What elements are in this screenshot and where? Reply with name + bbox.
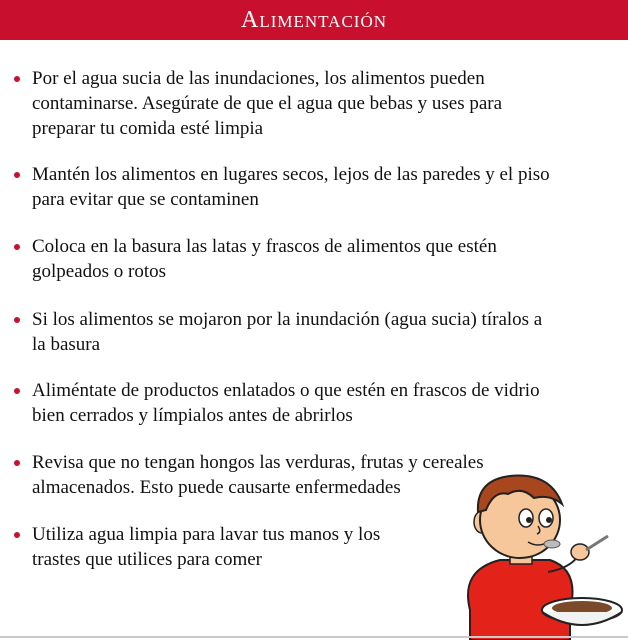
list-item: Aliméntate de productos enlatados o que estén en frascos de vidrio bien cerrados y límpialos antes de abrirlos [32, 380, 540, 426]
child-eating-soup-icon [430, 460, 628, 640]
list-item: Por el agua sucia de las inundaciones, los alimentos pueden contaminarse. Asegúrate de que el agua que bebas y uses para preparar tu comida esté limpia [32, 68, 503, 139]
bullet-dot [14, 460, 20, 466]
bullet-dot [14, 172, 20, 178]
bullet-dot [14, 532, 20, 538]
list-item: Mantén los alimentos en lugares secos, lejos de las paredes y el piso para evitar que se contaminen [32, 164, 550, 210]
list-item: Coloca en la basura las latas y frascos de alimentos que estén golpeados o rotos [32, 236, 497, 282]
bullet-dot [14, 317, 20, 323]
list-item: Revisa que no tengan hongos las verduras, frutas y cereales almacenados. Esto puede causarte enfermedades [32, 452, 484, 498]
list-item: Utiliza agua limpia para lavar tus manos y los trastes que utilices para comer [32, 524, 381, 570]
list-item: Si los alimentos se mojaron por la inundación (agua sucia) tíralos a la basura [32, 309, 543, 355]
bullet-dot [14, 388, 20, 394]
page-title: Alimentación [240, 6, 387, 33]
bullet-dot [14, 244, 20, 250]
bullet-dot [14, 76, 20, 82]
divider [0, 636, 628, 638]
